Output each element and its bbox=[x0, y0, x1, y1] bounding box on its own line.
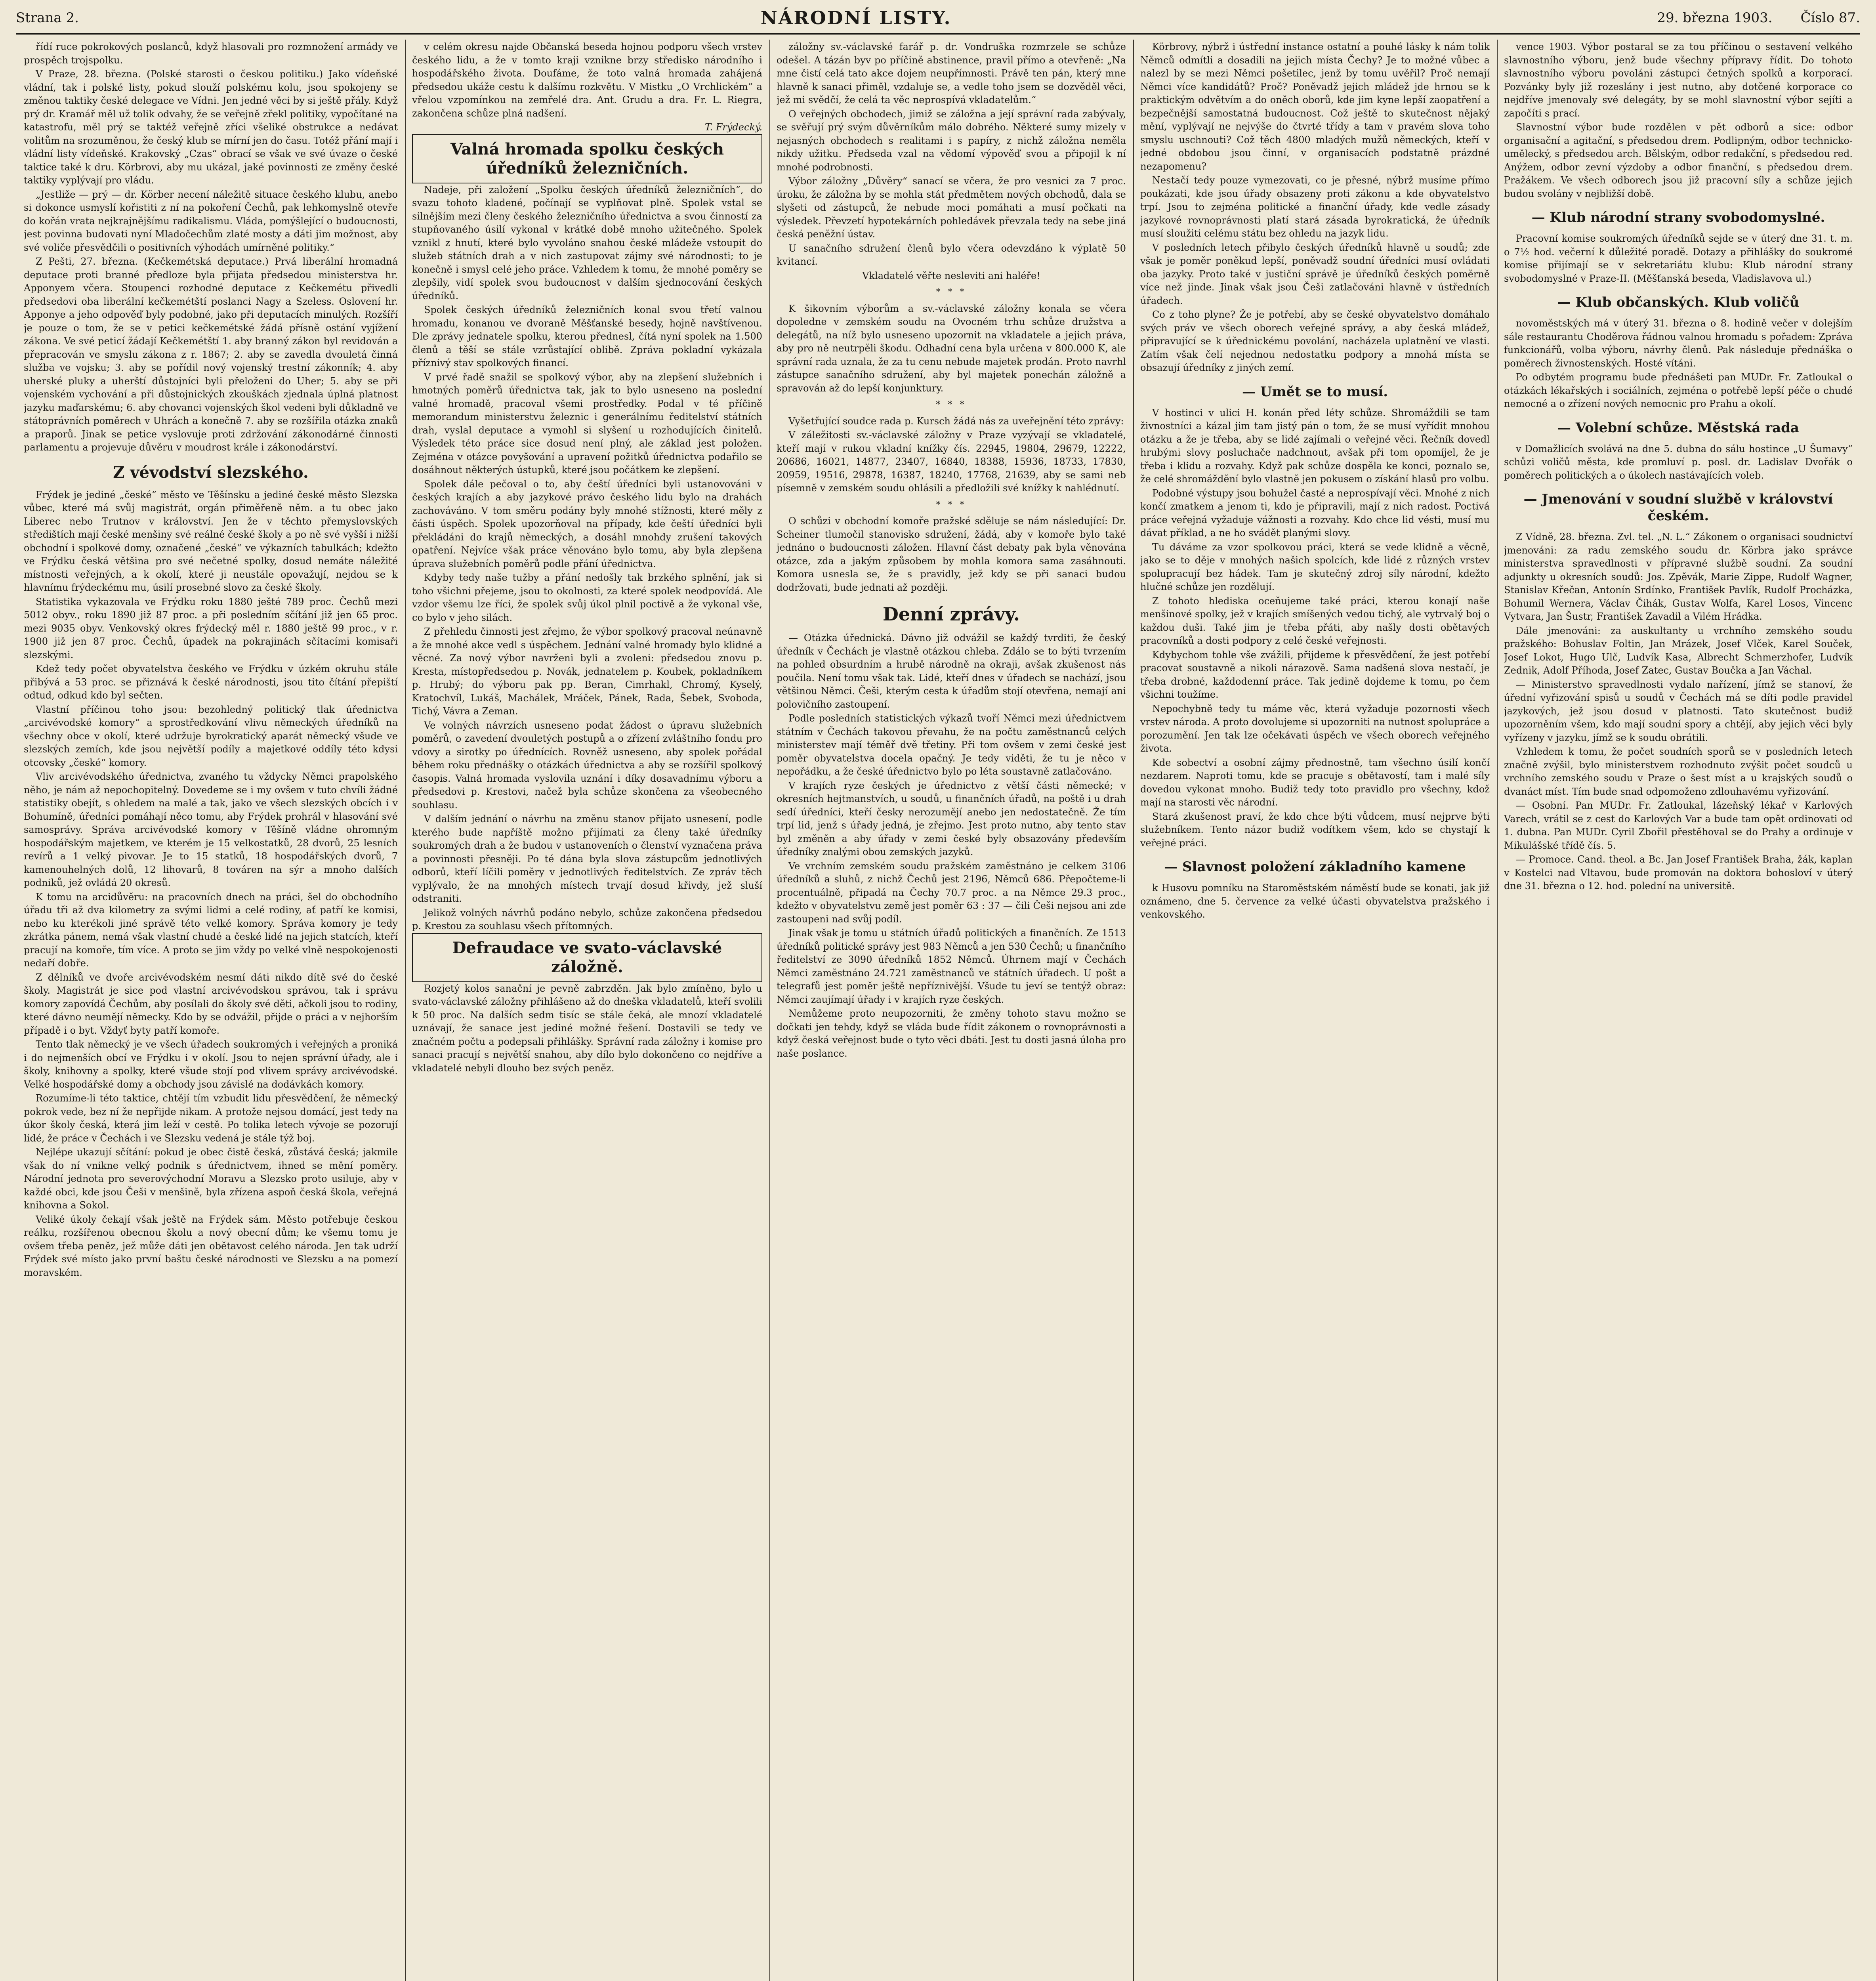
paragraph: Podle posledních statistických výkazů tvoří Němci mezi úřednictvem státním v Čechách takovou převahu, že na počtu zaměstnanců celých ministerstev mají téměř dvě třetiny. Při tom ovšem v zemi české jest poměr obyvatelstva docela opačný. Je tedy viděti, že tu je něco v nepořádku, a že české úřednictvo bylo po léta soustavně zatlačováno. bbox=[777, 713, 1126, 777]
paragraph: Po odbytém programu bude přednášeti pan MUDr. Fr. Zatloukal o otázkách lékařských i sociálních, zejména o potřebě lepší péče o chudé nemocné a o zřízení nových nemocnic pro Prahu a okolí. bbox=[1504, 372, 1853, 409]
paragraph: Vlastní příčinou toho jsou: bezohledný politický tlak úřednictva „arcivévodské komory“ a sprostředkování vlivu německých úředníků na všechny obce v okolí, které udržuje byrokratický aparát německý všude ve slezských zemích, kde jsou největší podíly a majetkové oddíly této kdysi otcovsky „české“ komory. bbox=[24, 704, 398, 768]
paragraph: Výbor záložny „Důvěry“ sanací se včera, že pro vesnici za 7 proc. úroku, že záložna by se mohla stát předmětem nových obchodů, dala se slyšeti od zástupců, že nebude moci pomáhati a musí počkati na výsledek. Převzetí hypotekárních pohledávek převzala tedy na sebe jiná česká peněžní ústav. bbox=[777, 176, 1126, 240]
paragraph: Pracovní komise soukromých úředníků sejde se v úterý dne 31. t. m. o 7½ hod. večerní k důležité poradě. Dotazy a přihlášky do soukromé komise přijímají se v sekretariátu klubu: Klub národní strany svobodomyslné v Praze-II. (Měšťanská beseda, Vladislavova ul.) bbox=[1504, 233, 1853, 284]
paragraph: O schůzi v obchodní komoře pražské sděluje se nám následující: Dr. Scheiner tlumočil stanovisko sdružení, žádá, aby v komoře bylo také jednáno o budoucnosti záložen. Hlavní část debaty pak byla věnována otázce, zda a jakým způsobem by mohla komora sama zasáhnouti. Komora usnesla se, že s pravidly, jež kdy se při sanaci budou dodržovati, bude jednati až později. bbox=[777, 515, 1126, 593]
paragraph: V Praze, 28. března. (Polské starosti o českou politiku.) Jako vídeňské vládní, tak i polské listy, pokud slouží polskému kolu, jsou spokojeny se změnou taktiky české delegace ve Vídni. Jen jedné věci by si ještě přály. Když prý dr. Kramář měl už tolik odvahy, že se veřejně zřekl politiky, vypočítané na katastrofu, měl prý se taktéž veřejně zříci všeliké obstrukce a nedávat volitům na srozuměnou, že český klub se mírní jen do času. Totéž přání mají i vládní listy vídeňské. Krakovský „Czas“ obrací se však ve své úvaze o české taktice také k dru. Körbrovi, aby mu ukázal, jaké povinnosti ze změny české taktiky vyplývají pro vládu. bbox=[24, 69, 398, 186]
paragraph: Vyšetřující soudce rada p. Kursch žádá nás za uveřejnění této zprávy: bbox=[788, 415, 1124, 427]
column-5 bbox=[1504, 40, 1853, 1981]
page-number: Strana 2. bbox=[16, 10, 79, 26]
paragraph: Z Vídně, 28. března. Zvl. tel. „N. L.“ Zákonem o organisaci soudnictví jmenováni: za radu zemského soudu dr. Körbra jako správce ministerstva spravedlnosti v přípravné službě soudní. Za soudní adjunkty u okresních soudů: Jos. Zpěvák, Marie Zippe, Rudolf Wagner, Stanislav Křečan, Antonín Srdínko, František Pavlík, Rudolf Procházka, Bohumil Wernera, Václav Čihák, Gustav Wolfa, Karel Losos, Vincenc Vytvara, Jan Šustr, František Zavadil a Vilém Hrádka. bbox=[1504, 531, 1853, 622]
paragraph: Jinak však je tomu u státních úřadů politických a finančních. Ze 1513 úředníků politické správy jest 983 Němců a jen 530 Čechů; u finančního ředitelství ze 3090 úředníků 1852 Němců. Úhrnem mají v Čechách Němci zaměstnáno 24.721 zaměstnanců ve státních úřadech. U pošt a telegrafů jest poměr ještě nepříznivější. Všude tu jeví se tentýž obraz: Němci zaujímají úřady i v krajích ryze českých. bbox=[777, 928, 1126, 1005]
paragraph: U sanačního sdružení členů bylo včera odevzdáno k výplatě 50 kvitancí. bbox=[777, 242, 1126, 267]
section-heading: Defraudace ve svato-václavské záložně. bbox=[452, 938, 722, 976]
column-2 bbox=[412, 40, 762, 1981]
paragraph: záložny sv.-václavské farář p. dr. Vondruška rozmrzele se schůze odešel. A tázán byv po příčině abstinence, pravil přímo a otevřeně: „Na mne čistí celá tato akce dojem neupřímnosti. Právě ten pán, který mne hlavně k sanaci přiměl, vzdaluje se, a vedle toho jsem se dozvěděl věci, jež mi svědčí, že celá ta věc neprospívá vkladatelům.“ bbox=[777, 41, 1126, 105]
issue-number: Číslo 87. bbox=[1800, 10, 1860, 26]
paragraph: Stará zkušenost praví, že kdo chce býti vůdcem, musí nejprve býti služebníkem. Tento názor budiž vodítkem všem, kdo se chystají k veřejné práci. bbox=[1140, 811, 1490, 849]
paragraph: Nepochybně tedy tu máme věc, která vyžaduje pozornosti všech vrstev národa. A proto dovolujeme si upozorniti na nutnost spolupráce a porozumění. Jen tak lze očekávati úspěch ve všech oborech veřejného života. bbox=[1140, 703, 1490, 754]
header-right bbox=[1633, 10, 1860, 26]
section-heading: — Slavnost položení základního kamene bbox=[1164, 859, 1466, 875]
paragraph: Podobné výstupy jsou bohužel časté a neprospívají věci. Mnohé z nich končí zmatkem a jenom ti, kdo je připravili, mají z nich radost. Poctivá práce veřejná vyžaduje vážnosti a rozvahy. Kdo chce lid vésti, musí mu dávat příklad, a ne ho svádět planými slovy. bbox=[1140, 487, 1490, 538]
paragraph: Statistika vykazovala ve Frýdku roku 1880 ješté 789 proc. Čechů mezi 5012 obyv., roku 1890 již 87 proc. a při posledním sčítání již jen 65 proc. mezi 9035 obyv. Venkovský okres frýdecký měl r. 1880 ještě 99 proc., v r. 1900 již jen 87 proc. Čechů, úpadek na pokrajinách sčítacími komisaři slezskými. bbox=[24, 596, 398, 660]
headline-box bbox=[412, 933, 762, 982]
paragraph: Vkladatelé věřte nesleviti ani haléře! bbox=[862, 270, 1040, 281]
column-divider bbox=[1497, 40, 1498, 1981]
paragraph: Nemůžeme proto neupozorniti, že změny tohoto stavu možno se dočkati jen tehdy, když se vláda bude řídit zákonem o rovnoprávnosti a když česká veřejnost bude o tyto věci dbáti. Jest tu dosti jasná úloha pro naše poslance. bbox=[777, 1008, 1126, 1059]
paragraph: „Jestliže — prý — dr. Körber necení náležitě situace českého klubu, anebo si dokonce usmyslí kořistiti z ní na pokoření Čechů, pak lehkomyslně otevře do kořán vrata nejkrajnějšímu radikalismu. Vláda, pomýšlející o budoucnosti, jest povinna budovati nyní Mladočechům zlaté mosty a dáti jim možnost, aby své voliče přesvědčili o positivních výhodách umírněné politiky.“ bbox=[24, 189, 398, 253]
paragraph: Spolek dále pečoval o to, aby čeští úředníci byli ustanovováni v českých krajích a aby jazykové právo českého lidu bylo na drahách zachováváno. V tom směru podány byly mnohé stížnosti, které měly z části úspěch. Spolek upozorňoval na případy, kde čeští úředníci byli překládáni do krajů německých, a dosáhl mnohdy zrušení takových opatření. Nejvíce však práce věnováno bylo tomu, aby byla zlepšena úprava služebních poměrů podle přání úřednictva. bbox=[412, 478, 762, 569]
section-heading: — Klub občanských. Klub voličů bbox=[1557, 294, 1800, 310]
paragraph: Co z toho plyne? Že je potřebí, aby se české obyvatelstvo domáhalo svých práv ve všech oborech veřejné správy, a aby česká mládež, připravující se k úřednickému povolání, nacházela uplatnění ve vlasti. Zatím však čelí nejednou nedostatku podpory a mnohá místa se obsazují úředníky z jiných zemí. bbox=[1140, 309, 1490, 373]
section-heading: Valná hromada spolku českých úředníků železničních. bbox=[450, 139, 724, 177]
paragraph: Z přehledu činnosti jest zřejmo, že výbor spolkový pracoval neúnavně a že mnohé akce vedl s úspěchem. Jednání valné hromady bylo klidné a věcné. Za nový výbor navrženi byli a zvoleni: předsedou znovu p. Kresta, místopředsedou p. Novák, jednatelem p. Koubek, pokladníkem p. Hrubý; do výboru pak pp. Beran, Cimrhakl, Chromý, Kyselý, Kratochvíl, Lukáš, Machálek, Mráček, Pánek, Rada, Šebek, Svoboda, Tichý, Vávra a Zeman. bbox=[412, 626, 762, 717]
paragraph: V záležitosti sv.-václavské záložny v Praze vyzývají se vkladatelé, kteří mají v rukou vkladní knížky čís. 22945, 19804, 29679, 12222, 20686, 16021, 14877, 23407, 16840, 18388, 15936, 18733, 17830, 20959, 19516, 29878, 16387, 18240, 17768, 21639, aby se sami neb písemně v zemském soudu ohlásili a předložili své knížky k nahlédnutí. bbox=[777, 429, 1126, 494]
paragraph: V hostinci v ulici H. konán před léty schůze. Shromáždili se tam živnostníci a kázal jim tam jistý pán o tom, že se musí vyřídit mnohou otázku a že je třeba, aby se lidé zajímali o veřejné věci. Řečník dovedl hrubými slovy posluchače nadchnout, avšak při tom opomíjel, že je třeba i klidu a rozvahy. Když pak schůze dospěla ke konci, poznalo se, že celé shromáždění bylo vlastně jen pokusem o získání hlasů pro volbu. bbox=[1140, 407, 1490, 485]
paragraph: řídí ruce pokrokových poslanců, když hlasovali pro rozmnožení armády ve prospěch trojspolku. bbox=[24, 41, 398, 66]
paragraph: Rozjetý kolos sanační je pevně zabrzděn. Jak bylo zmíněno, bylo u svato-václavské záložny přihlášeno až do dneška vkladatelů, kteří svolili k 50 proc. Na dalších sedm tisíc se stále čeká, ale mnozí vkladatelé uznávají, že sanace jest jediné možné řešení. Dostavili se tedy ve značném počtu a podepsali přihlášky. Správní rada záložny i komise pro sanaci pracují s největší snahou, aby dílo bylo dokončeno co nejdříve a vkladatelé nebyli dlouho bez svých peněz. bbox=[412, 983, 762, 1074]
paragraph: v celém okresu najde Občanská beseda hojnou podporu všech vrstev českého lidu, a že v tomto kraji vznikne brzy středisko národního i hospodářského života. Doufáme, že toto valná hromada zahájená předsedou ukáže cestu k dalšímu rozkvětu. V Mistku „O Vrchlickém“ a vřelou vzpomínkou na zemřelé dra. Ant. Grudu a dra. Fr. L. Riegra, zakončena schůze plná nadšení. bbox=[412, 41, 762, 119]
issue-date: 29. března 1903. bbox=[1657, 10, 1773, 26]
article-signature: T. Frýdecký. bbox=[705, 122, 762, 133]
masthead-title: NÁRODNÍ LISTY. bbox=[760, 7, 952, 29]
separator-asterisks: * * * bbox=[936, 400, 967, 410]
column-4 bbox=[1140, 40, 1490, 1981]
paragraph: — Promoce. Cand. theol. a Bc. Jan Josef František Braha, žák, kaplan v Kostelci nad Vltavou, bude promován na doktora bohosloví v úterý dne 31. března o 12. hod. polední na universitě. bbox=[1504, 854, 1853, 891]
paragraph: K tomu na arcidůvěru: na pracovních dnech na práci, šel do obchodního úřadu tři až dva kilometry za svými lidmi a celé rodiny, ať patří ke komisi, nebo ku kterékoli jiné správě této velké komory. Správa komory je tedy zkrátka pánem, nemá však vlastní chudé a české lidé na jejich statcích, kteří pracují na komoře, tím více. A proto se jim vždy po velké vlně nespokojenosti nedaří dobře. bbox=[24, 891, 398, 969]
paragraph: novoměstských má v úterý 31. března o 8. hodině večer v dolejším sále restaurantu Choděrova řádnou valnou hromadu s pořadem: Zpráva funkcionářů, volba výboru, návrhy členů. Pak následuje přednáška o poměrech živnostenských. Hosté vítáni. bbox=[1504, 318, 1853, 369]
paragraph: v Domažlicích svolává na dne 5. dubna do sálu hostince „U Šumavy“ schůzi voličů města, kde promluví p. posl. dr. Ladislav Dvořák o poměrech politických a o úkolech nastávajících voleb. bbox=[1504, 443, 1853, 481]
paragraph: Nadeje, při založení „Spolku českých úředníků železničních“, do svazu tohoto kladené, počínají se vyplňovat plně. Spolek vstal se silnějším mezi členy českého železničního úřednictva a svou činností za stupňovaného úsilí vykonal v krátké době mnoho užitečného. Spolek vznikl z hnutí, které bylo vyvoláno snahou české mládeže vstoupit do služeb státních drah a v nich zastupovat zájmy své národnosti; to je konečně i smysl celé jeho práce. Vzhledem k tomu, že mnohé poměry se zlepšily, vidí spolek svou budoucnost v dalším sjednocování českých úředníků. bbox=[412, 184, 762, 302]
section-heading: Denní zprávy. bbox=[882, 603, 1020, 625]
paragraph: Körbrovy, nýbrž i ústřední instance ostatní a pouhé lásky k nám tolik Němců odmítli a dosadili na jejich místa Čechy? Je to možné vůbec a nalezl by se mezi Němci pošetilec, jenž by tomu uvěřil? Proč nemají Němci více kandidátů? Proč? Poněvadž jejich mládež jde hrnou se k praktickým odvětvím a do oněch oborů, kde jim kyne lepší zaopatření a bezpečnější samostatná budoucnost. Což ještě to skutečnost nějaký mění, vyplývají ne nejvýše do čtvrté třídy a tam v pravém slova toho smyslu uschnouti? Což těch 4800 mladých mužů německých, kteří v jedné obdobou jsou činní, v organisacích podstatně prázdné nezapomenu? bbox=[1140, 41, 1490, 172]
separator-asterisks: * * * bbox=[936, 500, 967, 510]
paragraph: Jelikož volných návrhů podáno nebylo, schůze zakončena předsedou p. Krestou za souhlasu všech přítomných. bbox=[412, 907, 762, 931]
headline-box bbox=[412, 134, 762, 183]
paragraph: V krajích ryze českých je úřednictvo z větší části německé; v okresních hejtmanstvích, u soudů, u finančních úřadů, na poště i u drah sedí úředníci, kteří česky nerozumějí anebo jen nedostatečně. Že tím trpí lid, jenž s úřady jedná, je zřejmo. Jest proto nutno, aby tento stav byl změněn a aby úřady v zemi české byly obsazovány především úředníky znalými obou zemských jazyků. bbox=[777, 780, 1126, 857]
paragraph: Z tohoto hlediska oceňujeme také práci, kterou konají naše menšinové spolky, jež v krajích smíšených vedou tichý, ale vytrvalý boj o každou duši. Také jim je třeba přáti, aby našly dosti obětavých pracovníků a dosti podpory z celé české veřejnosti. bbox=[1140, 595, 1490, 646]
paragraph: Nejlépe ukazují sčítání: pokud je obec čistě česká, zůstává česká; jakmile však do ní vnikne velký podnik s úřednictvem, ihned se mění poměry. Národní jednota pro severovýchodní Moravu a Slezsko proto usiluje, aby v každé obci, kde jsou Češi v menšině, byla zřízena aspoň česká škola, veřejná knihovna a Sokol. bbox=[24, 1147, 398, 1211]
paragraph: Kde sobectví a osobní zájmy přednostně, tam všechno úsilí končí nezdarem. Naproti tomu, kde se pracuje s obětavostí, tam i malé síly dovedou vykonat mnoho. Budiž tedy toto pravidlo pro všechny, kdož mají na starosti věc národní. bbox=[1140, 757, 1490, 808]
section-heading: — Umět se to musí. bbox=[1242, 384, 1388, 400]
paragraph: O veřejných obchodech, jimiž se záložna a její správní rada zabývaly, se svěřují prý svým důvěrníkům málo dobrého. Některé sumy mizely v nejasných obchodech s realitami i s papíry, z nichž záložna neměla nikdy užitku. Předseda vzal na vědomí výpověď svou a připojil k ní mnohé podrobnosti. bbox=[777, 108, 1126, 173]
paragraph: Frýdek je jediné „české“ město ve Těšínsku a jediné české město Slezska vůbec, které má svůj magistrát, orgán přiměřeně něm. a tu obec jako Liberec nebo Trutnov v království. Jen že v těchto přemyslovských středištích mají české menšiny své reálné české školy a po ně své vyšší i nižší obchodní i spolkové domy, označené „české“ ve výkazních tabulkách; kdežto ve Frýdku česká většina pro své nečetné spolky, dosud nemáte náležité místnosti veřejných, a k okolí, které ji neustále opovažují, nejdou se k hlavnímu frýdeckému mu, úsilí prosebné slovo za české školy. bbox=[24, 489, 398, 593]
paragraph: V prvé řadě snažil se spolkový výbor, aby na zlepšení služebních i hmotných poměrů úřednictva tak, jak to bylo usneseno na poslední valné hromadě, pracoval všemi prostředky. Podal v té příčině memorandum ministerstvu železnic i generálnímu ředitelství státních drah, vyslal deputace a vymohl si slyšení u rozhodujících činitelů. Výsledek této práce sice dosud není plný, ale základ jest položen. Zejména v otázce povyšování a upravení požitků úřednictva podařilo se dosáhnout některých ústupků, které jsou počátkem ke zlepšení. bbox=[412, 371, 762, 475]
paragraph: — Osobní. Pan MUDr. Fr. Zatloukal, lázeňský lékař v Karlových Varech, vrátil se z cest do Karlových Var a bude tam opět ordinovati od 1. dubna. Pan MUDr. Cyril Zbořil přestěhoval se do Prahy a ordinuje v Mikulášské třídě čís. 5. bbox=[1504, 800, 1853, 851]
header-rule bbox=[16, 33, 1860, 35]
column-1 bbox=[24, 40, 398, 1981]
paragraph: Z Pešti, 27. března. (Kečkemétská deputace.) Prvá liberální hromadná deputace proti branné předloze byla přijata předsedou ministerstva hr. Apponyem včera. Stoupenci rozhodné deputace z Kečkemétu přivedli předsedovi oba liberální kečkemétští poslanci Nagy a Szeless. Oslovení hr. Apponye a jeho odpověď byly podobné, jako při deputacích minulých. Rozšíří je pouze o tom, že se v petici kečkemétské žádá přísně ostání vyjížení zákona. Ve své peticí žádají Kečkemétští 1. aby branný zákon byl revidován a přepracován ve smyslu zákona z r. 1867; 2. aby se zavedla dvouletá činná služba ve vojsku; 3. aby se pořídil nový vojenský trestní zákonník; 4. aby uherské pluky a uherští důstojníci byli přeloženi do Uher; 5. aby se při vojenském vychování a při důstojnických zkouškách zjednala úplná platnost jazyku maďarskému; 6. aby chovanci vojenských škol vedeni byli důkladně ve státoprávních poměrech v Uhrách a konečně 7. aby se rozšířila otázka znaků a praporů. Jinak se petice vyslovuje proti zdržování zákonodárné činnosti parlamentu a projevuje důvěru v moudrost krále i zákonodárství. bbox=[24, 256, 398, 453]
paragraph: V dalším jednání o návrhu na změnu stanov přijato usnesení, podle kterého bude napříště možno přijímati za členy také úředníky soukromých drah a že budou v ustanoveních o členství vyznačena práva a povinnosti přesněji. Po té dána byla slova zástupcům jednotlivých odborů, kteří líčili poměry v jednotlivých ředitelstvích. Ze zpráv těch vyplývalo, že na mnohých místech trvají dosud křivdy, jež sluší odstraniti. bbox=[412, 813, 762, 904]
paragraph: Veliké úkoly čekají však ještě na Frýdek sám. Město potřebuje českou reálku, rozšířenou obecnou školu a nový obecní dům; ke všemu tomu je ovšem třeba peněz, jež může dáti jen obětavost celého národa. Jen tak udrží Frýdek své místo jako první baštu české národnosti ve Slezsku a na pomezí moravském. bbox=[24, 1214, 398, 1278]
section-heading: Z vévodství slezského. bbox=[113, 463, 309, 482]
paragraph: Kdyby tedy naše tužby a přání nedošly tak brzkého splnění, jak si toho všichni přejeme, jsou to okolnosti, za které spolek neodpovídá. Ale vzdor všemu lze říci, že spolek svůj úkol plnil poctivě a že vykonal vše, co bylo v jeho silách. bbox=[412, 572, 762, 623]
paragraph: Vliv arcivévodského úřednictva, zvaného tu vždycky Němci prapolského něho, je nám až nepochopitelný. Dovedeme se i my ovšem v tuto chvíli žádné statistiky obejít, s ohledem na malé a tak, jako ve všech slezských obcích i v Bohumíně, úředníci pomáhají něco tomu, aby Frýdek prohrál v hlasování své samosprávy. Správa arcivévodské komory v Těšíně vládne ohromným hospodářským majetkem, ve kterém je 15 velkostatků, 28 dvorů, 25 lesních revírů a 1 velký pivovar. Je to 15 statků, 18 hospodářských dvorů, 7 kamenouhelných dolů, 12 lihovarů, 8 továren na sýr a mnoho dalších podniků, jež ovládá 20 okresů. bbox=[24, 771, 398, 888]
paragraph: Kdybychom tohle vše zvážili, přijdeme k přesvědčení, že jest potřebí pracovat soustavně a nikoli nárazově. Sama nadšená slova nestačí, je třeba drobné, každodenní práce. Tak jedině dojdeme k tomu, po čem všichni toužíme. bbox=[1140, 649, 1490, 700]
paragraph: Kdež tedy počet obyvatelstva českého ve Frýdku v úzkém okruhu stále přibývá a 53 proc. se přiznává k české národnosti, jsou tito čítání přepiští odtud, odkud kdo byl sečten. bbox=[24, 663, 398, 701]
paragraph: Tu dáváme za vzor spolkovou práci, která se vede klidně a věcně, jako se to děje v mnohých našich spolcích, kde lidé z různých vrstev spolupracují bez hádek. Tam je skutečný zdroj síly národní, kdežto hlučné schůze jen rozdělují. bbox=[1140, 541, 1490, 592]
paragraph: Ve vrchním zemském soudu pražském zaměstnáno je celkem 3106 úředníků a sluhů, z nichž Čechů jest 2196, Němců 686. Přepočteme-li procentuálně, připadá na Čechy 70.7 proc. a na Němce 29.3 proc., kdežto v obyvatelstvu země jest poměr 63 : 37 — čili Češi nejsou ani zde zastoupeni nad svůj podíl. bbox=[777, 860, 1126, 925]
paragraph: Tento tlak německý je ve všech úřadech soukromých i veřejných a proniká i do nejmenších obcí ve Frýdku i v okolí. Jsou to nejen správní úřady, ale i školy, knihovny a spolky, které všude stojí pod vlivem správy arcivévodské. Velké hospodářské domy a obchody jsou závislé na dodávkách komory. bbox=[24, 1039, 398, 1090]
column-divider bbox=[405, 40, 406, 1981]
paragraph: Ve volných návrzích usneseno podat žádost o úpravu služebních poměrů, o zavedení dvouletých postupů a o zřízení zvláštního fondu pro vdovy a sirotky po úřednících. Rovněž usneseno, aby spolek pořádal během roku přednášky o otázkách úřednictva a aby se rozšířil spolkový časopis. Valná hromada vyslovila uznání i díky dosavadnímu výboru a předsedovi p. Krestovi, načež byla schůze skončena za všeobecného souhlasu. bbox=[412, 719, 762, 811]
page-header bbox=[16, 4, 1860, 32]
paragraph: K šikovním výborům a sv.-václavské záložny konala se včera dopoledne v zemském soudu na Ovocném trhu schůze družstva a delegátů, na níž bylo usneseno upozornit na vkladatele a jejich práva, aby pro ně neutrpěli škodu. Odhadní cena byla určena v 800.000 K, ale správní rada uznala, že za tu cenu nebude majetek prodán. Proto navrhl zástupce sanačního sdružení, aby byl majetek ponechán záložně a spravován až do lepší konjunktury. bbox=[777, 303, 1126, 394]
column-3 bbox=[777, 40, 1126, 1981]
paragraph: k Husovu pomníku na Staroměstském náměstí bude se konati, jak již oznámeno, dne 5. července za velké účasti obyvatelstva pražského i venkovského. bbox=[1140, 882, 1490, 920]
paragraph: Dále jmenováni: za auskultanty u vrchního zemského soudu pražského: Bohuslav Foltin, Jan Mrázek, Josef Vlček, Karel Souček, Josef Lokot, Hugo Ulč, Ludvík Kasa, Albrecht Schmerzhofer, Ludvík Zednik, Adolf Příhoda, Josef Zatec, Gustav Boučka a Jan Váchal. bbox=[1504, 625, 1853, 676]
section-heading: — Klub národní strany svobodomyslné. bbox=[1531, 210, 1825, 225]
column-divider bbox=[769, 40, 770, 1981]
section-heading: — Jmenování v soudní službě v království českém. bbox=[1523, 491, 1833, 524]
paragraph: Slavnostní výbor bude rozdělen v pět odborů a sice: odbor organisační a agitační, s předsedou drem. Podlipným, odbor technicko-umělecký, s předsedou arch. Bělským, odbor redakční, s předsedou red. Anýžem, odbor zevní výzdoby a odbor finanční, s předsedou drem. Pražákem. Ve všech odborech jsou již pracovní síly a schůze jejich budou svolány v nejbližší době. bbox=[1504, 122, 1853, 199]
paragraph: V posledních letech přibylo českých úředníků hlavně u soudů; zde však je poměr poněkud lepší, poněvadž soudní úředníci musí ovládati oba jazyky. Proto také v justiční správě je úředníků českých poměrně více než jinde. Jinak však jsou Češi zatlačováni hlavně v ústředních úřadech. bbox=[1140, 242, 1490, 306]
section-heading: — Volební schůze. Městská rada bbox=[1557, 420, 1799, 436]
separator-asterisks: * * * bbox=[936, 287, 967, 297]
paragraph: Nestačí tedy pouze vymezovati, co je přesné, nýbrž musíme přímo poukázati, kde jsou úřady obsazeny proti zákonu a kde obyvatelstvo trpí. Jsou to zejména politické a finanční úřady, kde vedle zásady jazykové rovnoprávnosti platí stará zásada byrokratická, že úředník musí sloužiti celému státu bez ohledu na jazyk lidu. bbox=[1140, 175, 1490, 239]
paragraph: — Otázka úřednická. Dávno již odvážil se každý tvrditi, že český úředník v Čechách je vlastně otázkou chleba. Zdálo se to býti tvrzením na pohled obsurdním a hrubě národně na okraji, avšak zkušenost nás poučila. Není tomu však tak. Lidé, kteří dnes v úřadech se nachází, jsou většinou Němci. Češi, kterým cesta k úřadům stojí otevřena, nemají ani polovičního zastoupení. bbox=[777, 632, 1126, 710]
paragraph: Spolek českých úředníků železničních konal svou třetí valnou hromadu, konanou ve dvoraně Měšťanské besedy, hojně navštívenou. Dle zprávy jednatele spolku, kterou přednesl, čítá nyní spolek na 1.500 členů a těší se stále vzrůstající oblibě. Zpráva pokladní vykázala příznivý stav spolkových financí. bbox=[412, 304, 762, 368]
paragraph: vence 1903. Výbor postaral se za tou příčinou o sestavení velkého slavnostního výboru, jenž bude všechny přípravy řídit. Do tohoto slavnostního výboru povoláni zástupci četných spolků a korporací. Pozvánky byly již rozeslány i jest nutno, aby dotčené korporace co nejdříve jmenovaly své delegáty, by se mohl slavnostní výbor sejíti a započíti s prací. bbox=[1504, 41, 1853, 119]
paragraph: — Ministerstvo spravedlnosti vydalo nařízení, jímž se stanoví, že úřední vyřizování spisů u soudů v Čechách má se díti podle pravidel jazykových, jež jsou dosud v platnosti. Tato skutečnost budiž upozorněním všem, kdo mají soudní spory a chtějí, aby jejich věci byly vyřízeny v jazyku, jímž se k soudu obrátili. bbox=[1504, 679, 1853, 743]
paragraph: Z dělníků ve dvoře arcivévodském nesmí dáti nikdo dítě své do české školy. Magistrát je sice pod vlastní arcivévodskou správou, tak i správu komory zapovídá Čechům, aby posílali do školy své děti, ačkoli jsou to rodiny, které dávno neumějí německy. Kdo by se odvážil, přijde o práci a v nejhorším případě i o byt. Vždyť byty patří komoře. bbox=[24, 971, 398, 1036]
paragraph: Vzhledem k tomu, že počet soudních sporů se v posledních letech značně zvýšil, bylo ministerstvem rozhodnuto zvýšit počet soudců u vrchního zemského soudu v Praze o šest míst a u krajských soudů o dvanáct míst. Tím bude snad odpomoženo zdlouhavému vyřizování. bbox=[1504, 746, 1853, 797]
column-divider bbox=[1133, 40, 1134, 1981]
paragraph: Rozumíme-li této taktice, chtějí tím vzbudit lidu přesvědčení, že německý pokrok vede, bez ní že nepřijde nikam. A protože nejsou domácí, jest tedy na úkor školy česká, která jim leží v cestě. Po tolika letech vývoje se pozorují lidé, že práce v Čechách i ve Slezsku vedená je stále týž boj. bbox=[24, 1093, 398, 1144]
